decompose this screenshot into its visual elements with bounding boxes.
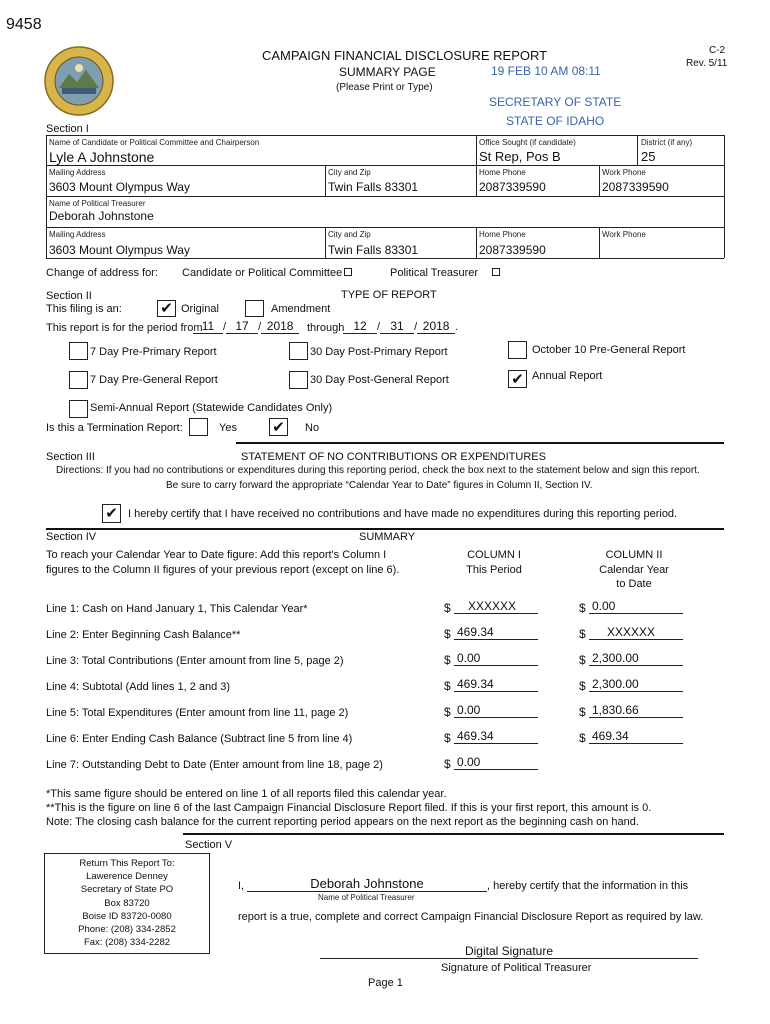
from-month-field[interactable]: 11 xyxy=(193,319,223,334)
line-label: Line 5: Total Expenditures (Enter amount from line 11, page 2) xyxy=(46,707,349,719)
currency-sign: $ xyxy=(579,679,586,693)
termination-no-checkbox[interactable] xyxy=(269,418,288,436)
treasurer-home-phone-field[interactable]: 2087339590 xyxy=(479,243,546,257)
digital-signature-field[interactable]: Digital Signature xyxy=(320,944,698,959)
section-5-label: Section V xyxy=(185,839,233,851)
line-label: Line 7: Outstanding Debt to Date (Enter amount from line 18, page 2) xyxy=(46,759,383,771)
type-of-report-title: TYPE OF REPORT xyxy=(341,289,437,301)
original-label: Original xyxy=(181,303,219,315)
office-sought-label: Office Sought (if candidate) xyxy=(479,138,576,147)
return-line: Secretary of State PO xyxy=(80,884,174,896)
to-year-field[interactable]: 2018 xyxy=(417,319,455,334)
line-label: Line 2: Enter Beginning Cash Balance** xyxy=(46,629,241,641)
from-day-field[interactable]: 17 xyxy=(226,319,258,334)
no-contributions-statement: I hereby certify that I have received no contributions and have made no expenditures during this reporting period. xyxy=(128,508,678,520)
city-zip-label: City and Zip xyxy=(328,168,371,177)
change-treasurer-label: Political Treasurer xyxy=(390,267,479,279)
section-3-directions: Directions: If you had no contributions or expenditures during this reporting period, check the box next to the statement below and sign this report. xyxy=(56,465,700,476)
print-note: (Please Print or Type) xyxy=(336,82,433,93)
section-4-label: Section IV xyxy=(46,531,97,543)
treasurer-city-field[interactable]: Twin Falls 83301 xyxy=(328,243,419,257)
opt-7day-pre-general-checkbox[interactable] xyxy=(69,371,88,389)
amendment-label: Amendment xyxy=(271,303,331,315)
opt-annual-checkbox[interactable] xyxy=(508,370,527,388)
section-3-carry-forward: Be sure to carry forward the appropriate “Calendar Year to Date” figures in Column II, Section IV. xyxy=(166,480,593,491)
through-label: through xyxy=(307,322,345,334)
opt-7day-pre-primary-checkbox[interactable] xyxy=(69,342,88,360)
period-to-date xyxy=(343,319,458,334)
line-6-col1-field[interactable]: 469.34 xyxy=(454,729,538,744)
home-phone-label: Home Phone xyxy=(479,168,526,177)
termination-no-label: No xyxy=(305,422,320,434)
footnote-3: Note: The closing cash balance for the current reporting period appears on the next report as the beginning cash on hand. xyxy=(46,816,639,828)
change-treasurer-checkbox[interactable] xyxy=(492,268,500,276)
opt-oct10-checkbox[interactable] xyxy=(508,341,527,359)
currency-sign: $ xyxy=(579,627,586,641)
period-end: . xyxy=(455,321,459,333)
opt-7day-pre-general-label: 7 Day Pre-General Report xyxy=(90,374,218,386)
section-2-label: Section II xyxy=(46,290,92,302)
line-6-col2-field[interactable]: 469.34 xyxy=(589,729,683,744)
currency-sign: $ xyxy=(579,601,586,615)
revision: Rev. 5/11 xyxy=(686,58,728,69)
return-line: Lawerence Denney xyxy=(86,871,168,883)
date-slash: / xyxy=(377,321,381,333)
no-contributions-checkbox[interactable] xyxy=(102,504,121,523)
opt-7day-pre-primary-label: 7 Day Pre-Primary Report xyxy=(90,346,217,358)
mailing-address-label: Mailing Address xyxy=(49,168,106,177)
termination-yes-checkbox[interactable] xyxy=(189,418,208,436)
checkmark-icon: ✔ xyxy=(272,418,285,436)
from-year-field[interactable]: 2018 xyxy=(261,319,299,334)
district-label: District (if any) xyxy=(641,138,693,147)
filing-type-label: This filing is an: xyxy=(46,303,122,315)
opt-semi-annual-label: Semi-Annual Report (Statewide Candidates Only) xyxy=(90,402,333,414)
page-number: Page 1 xyxy=(368,977,403,989)
column-2-header: COLUMN II xyxy=(605,549,663,561)
certify-i: I, xyxy=(238,880,245,892)
line-label: Line 1: Cash on Hand January 1, This Calendar Year* xyxy=(46,603,308,615)
line-1-col2-field[interactable]: 0.00 xyxy=(589,599,683,614)
city-zip-field[interactable]: Twin Falls 83301 xyxy=(328,180,419,194)
treasurer-name-label: Name of Political Treasurer xyxy=(49,199,146,208)
treasurer-certify-name-field[interactable]: Deborah Johnstone xyxy=(247,876,487,892)
line-5-col2-field[interactable]: 1,830.66 xyxy=(589,703,683,718)
original-checkbox[interactable] xyxy=(157,300,176,317)
date-slash: / xyxy=(258,321,262,333)
line-3-col2-field[interactable]: 2,300.00 xyxy=(589,651,683,666)
currency-sign: $ xyxy=(444,757,451,771)
footnote-2: **This is the figure on line 6 of the last Campaign Financial Disclosure Report filed. If this is your first report, this amount is 0. xyxy=(46,802,652,814)
summary-instruction-2: figures to the Column II figures of your previous report (except on line 6). xyxy=(46,564,400,576)
currency-sign: $ xyxy=(444,653,451,667)
period-label: This report is for the period from xyxy=(46,322,203,334)
district-field[interactable]: 25 xyxy=(641,149,656,164)
candidate-name-label: Name of Candidate or Political Committee and Chairperson xyxy=(49,138,260,147)
treasurer-mailing-label: Mailing Address xyxy=(49,230,106,239)
section-3-title: STATEMENT OF NO CONTRIBUTIONS OR EXPENDITURES xyxy=(241,451,546,463)
currency-sign: $ xyxy=(444,627,451,641)
received-stamp-office: SECRETARY OF STATE xyxy=(489,95,622,109)
footnote-1: *This same figure should be entered on line 1 of all reports filed this calendar year. xyxy=(46,788,447,800)
currency-sign: $ xyxy=(444,731,451,745)
line-2-col1-field[interactable]: 469.34 xyxy=(454,625,538,640)
return-line: Fax: (208) 334-2282 xyxy=(83,937,171,949)
currency-sign: $ xyxy=(579,731,586,745)
line-label: Line 4: Subtotal (Add lines 1, 2 and 3) xyxy=(46,681,231,693)
return-line: Phone: (208) 334-2852 xyxy=(78,924,176,936)
currency-sign: $ xyxy=(444,679,451,693)
line-label: Line 6: Enter Ending Cash Balance (Subtract line 5 from line 4) xyxy=(46,733,353,745)
period-from-date xyxy=(193,319,299,334)
received-stamp-date: 19 FEB 10 AM 08:11 xyxy=(491,64,601,78)
home-phone-field[interactable]: 2087339590 xyxy=(479,180,546,194)
certify-text-1: , hereby certify that the information in this xyxy=(487,880,689,892)
work-phone-field[interactable]: 2087339590 xyxy=(602,180,669,194)
line-4-col1-field[interactable]: 469.34 xyxy=(454,677,538,692)
amendment-checkbox[interactable] xyxy=(245,300,264,317)
currency-sign: $ xyxy=(579,653,586,667)
checkmark-icon: ✔ xyxy=(105,505,118,522)
office-sought-field[interactable]: St Rep, Pos B xyxy=(479,149,561,164)
opt-30day-post-primary-checkbox[interactable] xyxy=(289,342,308,360)
line-1-col1-field[interactable]: XXXXXX xyxy=(454,599,538,614)
return-address-box xyxy=(44,853,210,954)
treasurer-name-field[interactable]: Deborah Johnstone xyxy=(49,209,154,223)
termination-yes-label: Yes xyxy=(219,422,237,434)
checkmark-icon: ✔ xyxy=(511,370,524,388)
section-4-title: SUMMARY xyxy=(359,531,416,543)
opt-30day-post-general-label: 30 Day Post-General Report xyxy=(310,374,449,386)
column-2-subheader-2: to Date xyxy=(616,578,652,590)
opt-30day-post-primary-label: 30 Day Post-Primary Report xyxy=(310,346,448,358)
section-1-label: Section I xyxy=(46,123,89,135)
opt-30day-post-general-checkbox[interactable] xyxy=(289,371,308,389)
return-line: Return This Report To: xyxy=(79,858,175,869)
date-slash: / xyxy=(414,321,418,333)
change-candidate-checkbox[interactable] xyxy=(344,268,352,276)
treasurer-home-phone-label: Home Phone xyxy=(479,230,526,239)
checkmark-icon: ✔ xyxy=(160,300,173,317)
report-subtitle: SUMMARY PAGE xyxy=(339,65,436,79)
treasurer-mailing-field[interactable]: 3603 Mount Olympus Way xyxy=(49,243,190,257)
termination-label: Is this a Termination Report: xyxy=(46,422,183,434)
state-seal-icon xyxy=(44,46,114,116)
opt-oct10-label: October 10 Pre-General Report xyxy=(532,344,686,356)
date-slash: / xyxy=(223,321,227,333)
work-phone-label: Work Phone xyxy=(602,168,646,177)
currency-sign: $ xyxy=(579,705,586,719)
form-code: C-2 xyxy=(709,45,726,56)
line-label: Line 3: Total Contributions (Enter amount from line 5, page 2) xyxy=(46,655,344,667)
to-month-field[interactable]: 12 xyxy=(343,319,377,334)
document-id: 9458 xyxy=(6,16,42,33)
currency-sign: $ xyxy=(444,601,451,615)
column-1-header: COLUMN I xyxy=(467,549,521,561)
change-candidate-label: Candidate or Political Committee xyxy=(182,267,343,279)
to-day-field[interactable]: 31 xyxy=(380,319,414,334)
received-stamp-state: STATE OF IDAHO xyxy=(506,114,605,128)
mailing-address-field[interactable]: 3603 Mount Olympus Way xyxy=(49,180,190,194)
report-title: CAMPAIGN FINANCIAL DISCLOSURE REPORT xyxy=(262,48,548,63)
change-of-address-label: Change of address for: xyxy=(46,267,158,279)
summary-instruction-1: To reach your Calendar Year to Date figure: Add this report's Column I xyxy=(46,549,387,561)
opt-semi-annual-checkbox[interactable] xyxy=(69,400,88,418)
treasurer-work-phone-label: Work Phone xyxy=(602,230,646,239)
line-7-col1-field[interactable]: 0.00 xyxy=(454,755,538,770)
column-2-subheader: Calendar Year xyxy=(599,564,669,576)
line-5-col1-field[interactable]: 0.00 xyxy=(454,703,538,718)
treasurer-city-label: City and Zip xyxy=(328,230,371,239)
certify-text-2: report is a true, complete and correct Campaign Financial Disclosure Report as required by law. xyxy=(238,911,704,923)
line-4-col2-field[interactable]: 2,300.00 xyxy=(589,677,683,692)
line-2-col2-field[interactable]: XXXXXX xyxy=(589,625,683,640)
treasurer-name-caption: Name of Political Treasurer xyxy=(318,893,415,902)
currency-sign: $ xyxy=(444,705,451,719)
return-line: Boise ID 83720-0080 xyxy=(82,910,172,922)
return-line: Box 83720 xyxy=(104,897,150,909)
signature-caption: Signature of Political Treasurer xyxy=(441,962,592,974)
line-3-col1-field[interactable]: 0.00 xyxy=(454,651,538,666)
candidate-name-field[interactable]: Lyle A Johnstone xyxy=(49,149,155,165)
column-1-subheader: This Period xyxy=(466,564,522,576)
opt-annual-label: Annual Report xyxy=(532,370,603,382)
section-3-label: Section III xyxy=(46,451,95,463)
